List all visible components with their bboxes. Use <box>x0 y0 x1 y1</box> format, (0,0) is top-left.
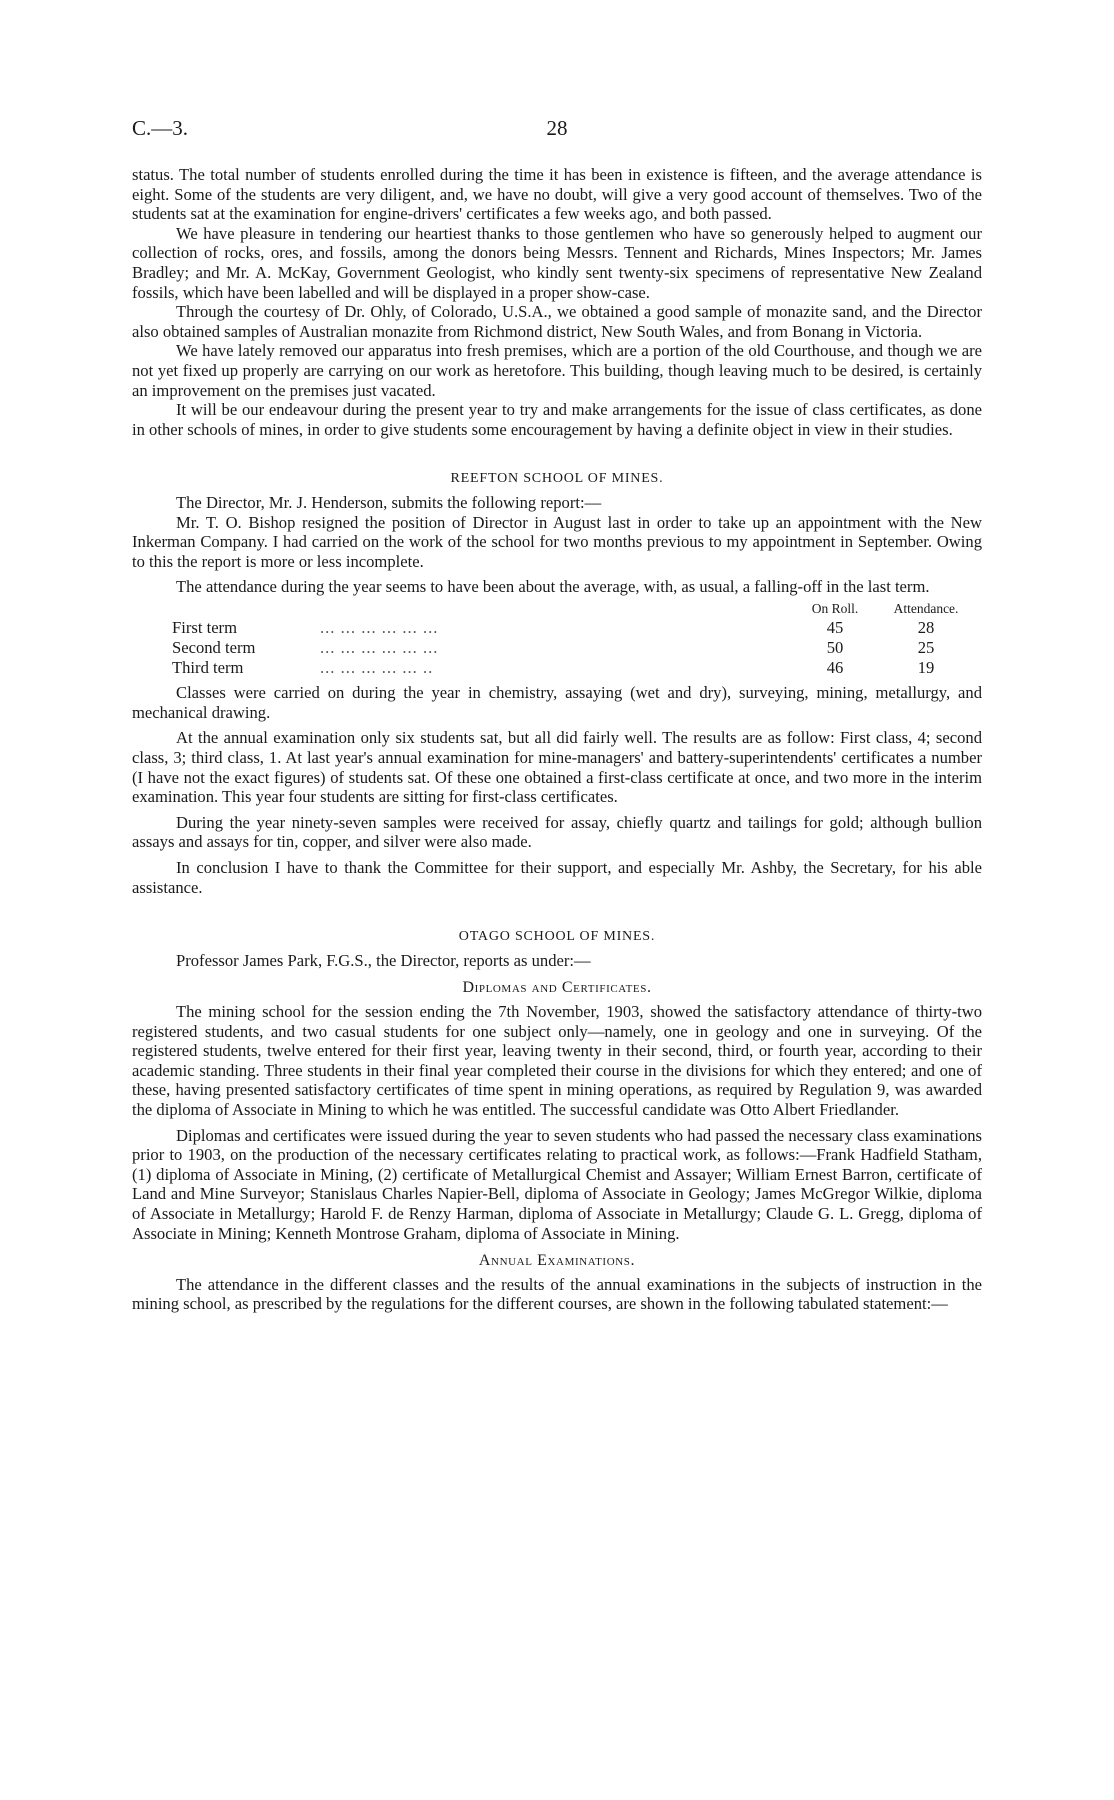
page-header <box>132 116 982 146</box>
subheading-diplomas: Diplomas and Certificates. <box>462 979 652 997</box>
attendance-value: 25 <box>917 638 935 658</box>
attendance-value: 19 <box>917 657 935 677</box>
paragraph: Diplomas and certificates were issued during the year to seven students who had passed the necessary class examinations prior to 1903, on the production of the necessary certificates relating to practical work, as follows:—Frank Hadfield Statham, (1) diploma of Associate in Mining, (2) certificate of Metallurgical Chemist and Assayer; William Ernest Barron, certificate of Land and Mine Surveyor; Stanislaus Charles Napier-Bell, diploma of Associate in Geology; James McGregor Wilkie, diploma of Associate in Metallurgy; Harold F. de Renzy Harman, diploma of Associate in Metallurgy; Claude G. L. Gregg, diploma of Associate in Mining; Kenneth Montrose Graham, diploma of Associate in Mining. <box>132 1125 982 1243</box>
on-roll-value: 46 <box>826 657 844 677</box>
paragraph: We have lately removed our apparatus into fresh premises, which are a portion of the old Courthouse, and though we are not yet fixed up properly are carrying on our work as heretofore. This building, though leaving much to be desired, is certainly an improvement on the premises just vacated. <box>132 341 982 400</box>
term-label: Second term <box>172 638 256 658</box>
paragraph: Through the courtesy of Dr. Ohly, of Colorado, U.S.A., we obtained a good sample of monazite sand, and the Director also obtained samples of Australian monazite from Richmond district, New South Wales, and from Bonang in Victoria. <box>132 302 982 341</box>
paragraph: Classes were carried on during the year in chemistry, assaying (wet and dry), surveying, mining, metallurgy, and mechanical drawing. <box>132 683 982 722</box>
term-label: Third term <box>172 657 244 677</box>
table-row <box>132 618 982 638</box>
paragraph: The attendance in the different classes and the results of the annual examinations in the subjects of instruction in the mining school, as prescribed by the regulations for the different courses, are shown in the following tabulated statement:— <box>132 1274 982 1314</box>
paragraph: At the annual examination only six students sat, but all did fairly well. The results are as follow: First class, 4; second class, 3; third class, 1. At last year's annual examination for mine-managers' and battery-superintendents' certificates a number (I have not the exact figures) of students sat. Of these one obtained a first-class certificate at once, and two more in the interim examination. This year four students are sitting for first-class certificates. <box>132 728 982 807</box>
table-row <box>132 638 982 658</box>
document-reference: C.—3. <box>132 116 189 140</box>
paragraph: During the year ninety-seven samples were received for assay, chiefly quartz and tailings for gold; although bullion assays and assays for tin, copper, and silver were also made. <box>132 812 982 852</box>
attendance-value: 28 <box>917 618 935 638</box>
table-row <box>132 658 982 678</box>
page-body <box>132 165 982 1314</box>
paragraph: status. The total number of students enrolled during the time it has been in existence is fifteen, and the average attendance is eight. Some of the students are very diligent, and, we have no doubt, will give a very good account of themselves. Two of the students sat at the examination for engine-drivers' certificates a few weeks ago, and both passed. <box>132 165 982 224</box>
paragraph: It will be our endeavour during the present year to try and make arrangements for the issue of class certificates, as done in other schools of mines, in order to give students some encouragement by having a definite object in view in their studies. <box>132 400 982 439</box>
table-header-row <box>132 599 982 619</box>
section-heading-reefton: REEFTON SCHOOL OF MINES. <box>450 471 664 487</box>
paragraph: The mining school for the session ending the 7th November, 1903, showed the satisfactory attendance of thirty-two registered students, and two casual students for one subject only—namely, one in geology and one in surveying. Of the registered students, twelve entered for their first year, leaving twenty in their second, third, or fourth year, according to their academic standing. Three students in their final year completed their course in the divisions for which they entered; and one of these, having presented satisfactory certificates of time spent in mining operations, as required by Regulation 9, was awarded the diploma of Associate in Mining to which he was entitled. The successful candidate was Otto Albert Friedlander. <box>132 1001 982 1119</box>
section-heading-otago: OTAGO SCHOOL OF MINES. <box>458 929 656 945</box>
term-label: First term <box>172 618 237 638</box>
subheading-annual-examinations: Annual Examinations. <box>478 1252 636 1270</box>
attendance-table <box>132 599 982 677</box>
on-roll-value: 50 <box>826 638 844 658</box>
paragraph: We have pleasure in tendering our heartiest thanks to those gentlemen who have so generously helped to augment our collection of rocks, ores, and fossils, among the donors being Messrs. Tennent and Richards, Mines Inspectors; Mr. James Bradley; and Mr. A. McKay, Government Geologist, who kindly sent twenty-six specimens of representative New Zealand fossils, which have been labelled and will be displayed in a proper show-case. <box>132 223 982 302</box>
leader-dots: ... ... ... ... ... ... <box>320 618 439 638</box>
page-number: 28 <box>546 116 568 140</box>
paragraph: The attendance during the year seems to have been about the average, with, as usual, a falling-off in the last term. <box>176 577 930 597</box>
paragraph: The Director, Mr. J. Henderson, submits the following report:— <box>176 492 602 512</box>
on-roll-value: 45 <box>826 618 844 638</box>
column-header-attendance: Attendance. <box>893 600 959 616</box>
paragraph: Mr. T. O. Bishop resigned the position of Director in August last in order to take up an appointment with the New Inkerman Company. I had carried on the work of the school for two months previous to my appointment in September. Owing to this the report is more or less incomplete. <box>132 512 982 571</box>
column-header-on-roll: On Roll. <box>811 600 859 616</box>
paragraph: In conclusion I have to thank the Committee for their support, and especially Mr. Ashby, the Secretary, for his able assistance. <box>132 858 982 897</box>
paragraph: Professor James Park, F.G.S., the Director, reports as under:— <box>176 950 591 970</box>
leader-dots: ... ... ... ... ... ... <box>320 638 439 658</box>
leader-dots: ... ... ... ... ... .. <box>320 657 434 677</box>
